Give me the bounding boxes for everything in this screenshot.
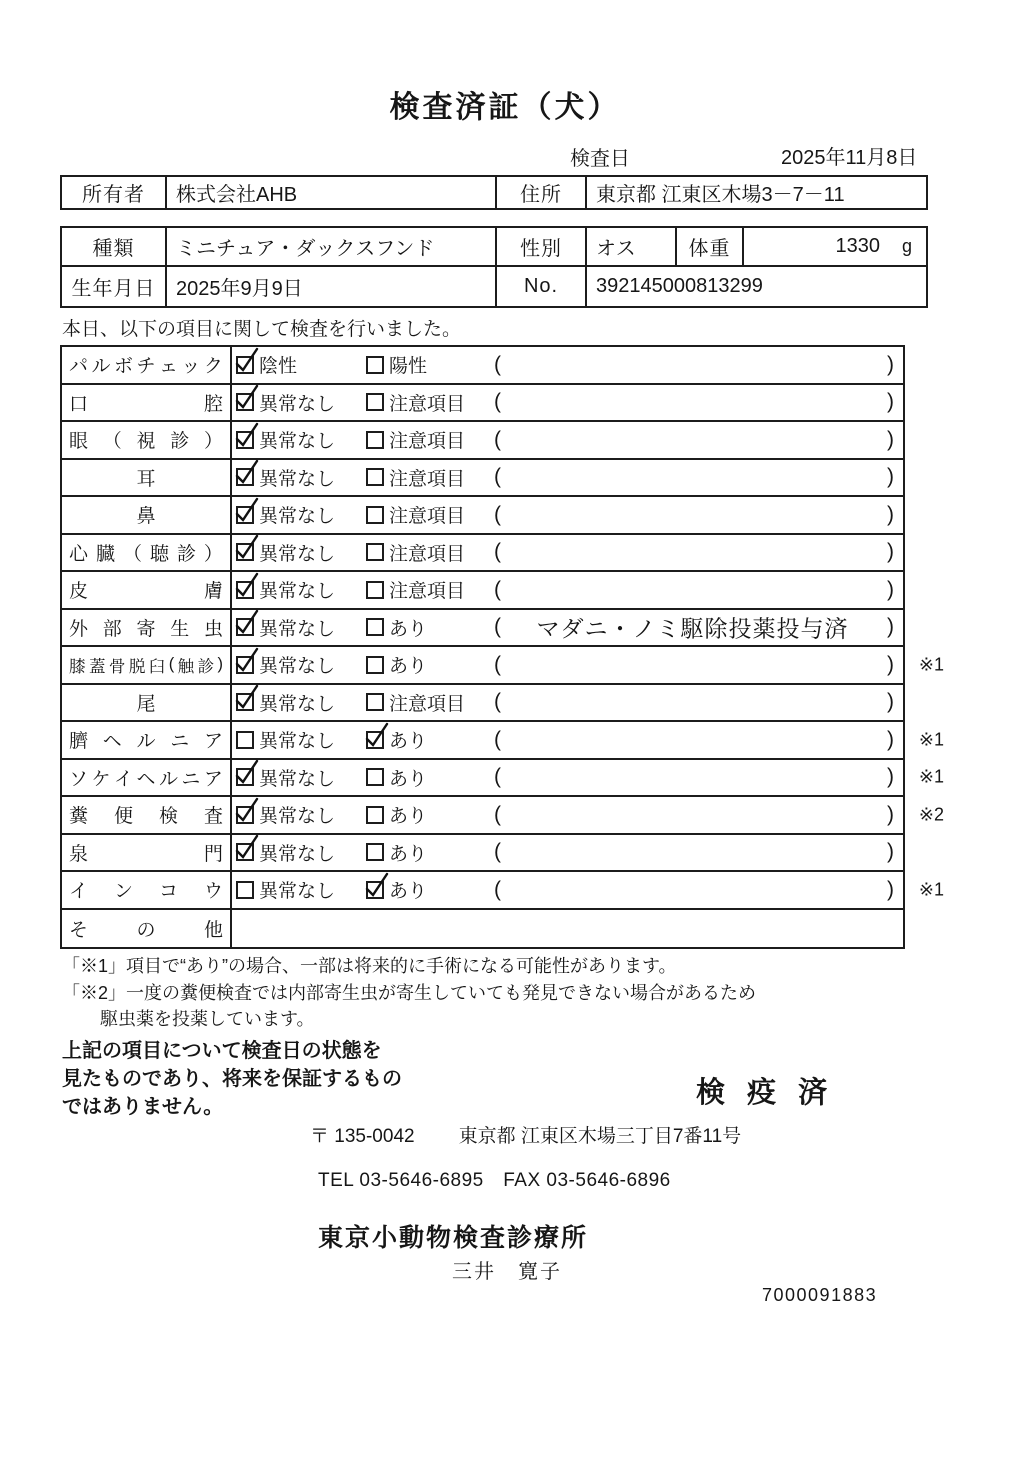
exam-row <box>62 760 944 798</box>
exam-option-label: あり <box>389 768 428 790</box>
exam-row <box>62 685 903 723</box>
postal-code: 〒 135-0042 <box>310 1126 415 1147</box>
check-icon <box>233 421 260 450</box>
exam-option-label: あり <box>389 656 428 678</box>
exam-row-label: 口 腔 <box>62 385 232 421</box>
disclaimer-line-2: 見たものであり、将来を保証するもの <box>62 1068 402 1090</box>
exam-option-label: 異常なし <box>259 806 336 828</box>
exam-option <box>366 347 427 383</box>
exam-option-label: 異常なし <box>259 768 336 790</box>
paren-open: ( <box>494 427 501 451</box>
exam-option-label: あり <box>389 881 428 903</box>
weight-cell <box>744 228 926 265</box>
check-icon <box>233 458 260 487</box>
exam-row <box>62 422 903 460</box>
birthdate-label: 生年月日 <box>62 267 167 306</box>
exam-row-label: 尾 <box>62 685 232 721</box>
checkbox-checked <box>366 881 384 899</box>
exam-option <box>366 572 465 608</box>
disclaimer <box>62 1037 402 1121</box>
paren-close: ) <box>887 877 894 901</box>
exam-row-label: 膝 蓋 骨 脱 臼 ( 触 診 ) <box>62 647 232 683</box>
exam-option <box>366 760 427 796</box>
exam-row-label: 外 部 寄 生 虫 <box>62 610 232 646</box>
check-icon <box>233 796 260 825</box>
check-icon <box>233 571 260 600</box>
exam-option-label: 異常なし <box>259 881 336 903</box>
exam-option <box>366 797 427 833</box>
paren-open: ( <box>494 727 501 751</box>
paren-open: ( <box>494 615 501 639</box>
exam-row <box>62 872 944 910</box>
paren-close: ) <box>887 540 894 564</box>
exam-row <box>62 385 903 423</box>
check-icon <box>233 346 260 375</box>
checkbox-checked <box>236 806 254 824</box>
checkbox-checked <box>366 731 384 749</box>
paren-open: ( <box>494 577 501 601</box>
birthdate-value: 2025年9月9日 <box>167 267 497 306</box>
paren-annotation: マダニ・ノミ駆除投薬投与済 <box>536 615 849 642</box>
animal-table-row-1 <box>62 228 926 267</box>
exam-option-label: 異常なし <box>259 431 336 453</box>
exam-option-label: 異常なし <box>259 468 336 490</box>
exam-row-content <box>232 797 903 833</box>
exam-option-label: 注意項目 <box>389 431 466 453</box>
checkbox-checked <box>236 618 254 636</box>
checkbox-checked <box>236 693 254 711</box>
exam-row <box>62 572 903 610</box>
paren-close: ) <box>887 765 894 789</box>
quarantine-passed-stamp: 検 疫 済 <box>696 1077 835 1109</box>
sex-label: 性別 <box>497 228 587 265</box>
exam-option <box>366 610 427 646</box>
exam-option-label: 異常なし <box>259 581 336 603</box>
checkbox-checked <box>236 431 254 449</box>
checkbox-unchecked <box>236 731 254 749</box>
checkbox-checked <box>236 543 254 561</box>
exam-option-label: 異常なし <box>259 506 336 528</box>
paren-close: ) <box>887 840 894 864</box>
paren-open: ( <box>494 690 501 714</box>
disclaimer-line-3: ではありません。 <box>62 1096 224 1118</box>
exam-option-label: 陽性 <box>389 356 428 378</box>
page-title: 検査済証（犬） <box>389 91 621 124</box>
checkbox-unchecked <box>366 618 384 636</box>
exam-option-label: 注意項目 <box>389 581 466 603</box>
exam-row-content <box>232 610 903 646</box>
exam-option <box>366 685 465 721</box>
row-footnote-mark: ※1 <box>918 879 944 900</box>
exam-row-content <box>232 760 903 796</box>
exam-option <box>236 722 335 758</box>
exam-option <box>366 535 465 571</box>
exam-row-content <box>232 385 903 421</box>
exam-option-label: 異常なし <box>259 843 336 865</box>
weight-unit: g <box>901 236 912 256</box>
checkbox-unchecked <box>236 881 254 899</box>
animal-table <box>60 226 928 308</box>
footnote-2-continuation: 駆虫薬を投薬しています。 <box>100 1009 315 1029</box>
row-footnote-mark: ※2 <box>918 804 944 825</box>
paren-close: ) <box>887 390 894 414</box>
exam-row <box>62 610 903 648</box>
exam-option-label: 注意項目 <box>389 468 466 490</box>
exam-option-label: 異常なし <box>259 693 336 715</box>
disclaimer-line-1: 上記の項目について検査日の状態を <box>62 1040 382 1062</box>
representative-name: 三井 寛子 <box>452 1261 562 1283</box>
paren-close: ) <box>887 615 894 639</box>
clinic-address: 東京都 江東区木場三丁目7番11号 <box>458 1126 742 1147</box>
exam-option <box>236 422 335 458</box>
checkbox-unchecked <box>366 806 384 824</box>
exam-option-label: あり <box>389 843 428 865</box>
clinic-tel-fax: TEL 03-5646-6895 FAX 03-5646-6896 <box>318 1170 671 1191</box>
check-icon <box>233 608 260 637</box>
exam-row <box>62 722 944 760</box>
paren-close: ) <box>887 427 894 451</box>
checkbox-checked <box>236 468 254 486</box>
animal-table-row-2 <box>62 267 926 306</box>
checkbox-unchecked <box>366 356 384 374</box>
footnote-1: 「※1」項目で“あり”の場合、一部は将来的に手術になる可能性があります。 <box>62 956 677 976</box>
owner-table <box>60 175 928 210</box>
paren-close: ) <box>887 502 894 526</box>
exam-option <box>236 797 335 833</box>
exam-option-label: 異常なし <box>259 656 336 678</box>
exam-option <box>236 460 335 496</box>
paren-open: ( <box>494 540 501 564</box>
breed-value: ミニチュア・ダックスフンド <box>167 228 497 265</box>
exam-row <box>62 910 903 948</box>
paren-open: ( <box>494 802 501 826</box>
exam-row <box>62 347 903 385</box>
exam-option <box>236 835 335 871</box>
row-footnote-mark: ※1 <box>918 766 944 787</box>
paren-close: ) <box>887 352 894 376</box>
intro-text: 本日、以下の項目に関して検査を行いました。 <box>62 319 462 340</box>
exam-row-label: 臍 ヘ ル ニ ア <box>62 722 232 758</box>
checkbox-unchecked <box>366 656 384 674</box>
exam-row-content <box>232 872 903 908</box>
exam-row <box>62 460 903 498</box>
check-icon <box>233 383 260 412</box>
checkbox-checked <box>236 581 254 599</box>
exam-option <box>236 760 335 796</box>
exam-row-content <box>232 572 903 608</box>
checkbox-checked <box>236 356 254 374</box>
exam-option <box>366 497 465 533</box>
exam-option <box>366 835 427 871</box>
exam-option <box>236 385 335 421</box>
exam-row-content <box>232 497 903 533</box>
exam-row-content <box>232 535 903 571</box>
exam-option-label: 異常なし <box>259 543 336 565</box>
exam-option <box>236 497 335 533</box>
exam-option-label: 注意項目 <box>389 506 466 528</box>
exam-option-label: 注意項目 <box>389 393 466 415</box>
checkbox-unchecked <box>366 506 384 524</box>
paren-close: ) <box>887 727 894 751</box>
sex-value: オス <box>587 228 677 265</box>
checkbox-unchecked <box>366 693 384 711</box>
exam-option <box>236 535 335 571</box>
exam-row-label: そ の 他 <box>62 910 232 948</box>
paren-open: ( <box>494 352 501 376</box>
clinic-address-line <box>310 1121 741 1148</box>
exam-option-label: 異常なし <box>259 731 336 753</box>
paren-open: ( <box>494 502 501 526</box>
checkbox-unchecked <box>366 768 384 786</box>
checkbox-checked <box>236 393 254 411</box>
row-footnote-mark: ※1 <box>918 729 944 750</box>
exam-option-label: 異常なし <box>259 618 336 640</box>
exam-row-content <box>232 910 903 948</box>
checkbox-checked <box>236 768 254 786</box>
checkbox-unchecked <box>366 393 384 411</box>
address-value: 東京都 江東区木場3－7－11 <box>596 184 845 206</box>
exam-row-label: パ ル ボ チ ェ ッ ク <box>62 347 232 383</box>
checkbox-checked <box>236 656 254 674</box>
exam-row-content <box>232 685 903 721</box>
owner-value: 株式会社AHB <box>167 177 497 208</box>
paren-close: ) <box>887 802 894 826</box>
address-label: 住所 <box>497 177 587 208</box>
exam-option <box>366 422 465 458</box>
checkbox-unchecked <box>366 468 384 486</box>
exam-row <box>62 647 944 685</box>
check-icon <box>363 721 390 750</box>
weight-value: 1330 <box>835 235 880 257</box>
exam-row-content <box>232 722 903 758</box>
exam-row-label: イ ン コ ウ <box>62 872 232 908</box>
exam-option-label: 陰性 <box>259 356 298 378</box>
exam-row-label: 泉 門 <box>62 835 232 871</box>
checkbox-checked <box>236 843 254 861</box>
paren-close: ) <box>887 577 894 601</box>
exam-option-label: あり <box>389 731 428 753</box>
check-icon <box>233 646 260 675</box>
check-icon <box>233 833 260 862</box>
checkbox-unchecked <box>366 431 384 449</box>
serial-number: 7000091883 <box>762 1285 878 1305</box>
paren-open: ( <box>494 840 501 864</box>
exam-option <box>236 647 335 683</box>
exam-row-content <box>232 460 903 496</box>
check-icon <box>363 871 390 900</box>
check-icon <box>233 533 260 562</box>
paren-close: ) <box>887 652 894 676</box>
exam-row <box>62 835 903 873</box>
exam-row-label: 糞 便 検 査 <box>62 797 232 833</box>
exam-row-label: 鼻 <box>62 497 232 533</box>
exam-option-label: あり <box>389 806 428 828</box>
checkbox-unchecked <box>366 581 384 599</box>
exam-option <box>366 385 465 421</box>
exam-row-label: 耳 <box>62 460 232 496</box>
exam-row-content <box>232 647 903 683</box>
paren-close: ) <box>887 690 894 714</box>
inspection-date-label: 検査日 <box>570 148 630 170</box>
exam-option <box>236 572 335 608</box>
exam-row-label: 眼 （ 視 診 ） <box>62 422 232 458</box>
exam-option <box>236 347 297 383</box>
exam-row-label: ソ ケ イ ヘ ル ニ ア <box>62 760 232 796</box>
paren-close: ) <box>887 465 894 489</box>
exam-option <box>366 460 465 496</box>
check-icon <box>233 496 260 525</box>
exam-table <box>60 345 944 949</box>
exam-option <box>236 872 335 908</box>
paren-open: ( <box>494 652 501 676</box>
paren-open: ( <box>494 465 501 489</box>
footnotes <box>62 953 756 1033</box>
weight-label: 体重 <box>677 228 744 265</box>
check-icon <box>233 758 260 787</box>
check-icon <box>233 683 260 712</box>
exam-option <box>366 647 427 683</box>
exam-row-label: 心 臓 （ 聴 診 ） <box>62 535 232 571</box>
exam-row-content <box>232 835 903 871</box>
exam-option-label: 異常なし <box>259 393 336 415</box>
checkbox-checked <box>236 506 254 524</box>
row-footnote-mark: ※1 <box>918 654 944 675</box>
checkbox-unchecked <box>366 543 384 561</box>
exam-option-label: 注意項目 <box>389 693 466 715</box>
owner-label: 所有者 <box>62 177 167 208</box>
no-label: No. <box>497 267 587 306</box>
inspection-date-value: 2025年11月8日 <box>781 147 918 169</box>
clinic-name: 東京小動物検査診療所 <box>318 1224 589 1252</box>
exam-option-label: あり <box>389 618 428 640</box>
exam-row <box>62 497 903 535</box>
exam-row <box>62 535 903 573</box>
exam-option <box>236 685 335 721</box>
paren-open: ( <box>494 765 501 789</box>
exam-row <box>62 797 944 835</box>
exam-row-content <box>232 422 903 458</box>
exam-row-content <box>232 347 903 383</box>
no-value: 392145000813299 <box>596 275 763 297</box>
breed-label: 種類 <box>62 228 167 265</box>
paren-open: ( <box>494 877 501 901</box>
exam-option <box>366 872 427 908</box>
exam-row-label: 皮 膚 <box>62 572 232 608</box>
exam-option-label: 注意項目 <box>389 543 466 565</box>
checkbox-unchecked <box>366 843 384 861</box>
paren-open: ( <box>494 390 501 414</box>
exam-option <box>366 722 427 758</box>
footnote-2: 「※2」一度の糞便検査では内部寄生虫が寄生していても発見できない場合があるため <box>62 982 757 1003</box>
exam-option <box>236 610 335 646</box>
